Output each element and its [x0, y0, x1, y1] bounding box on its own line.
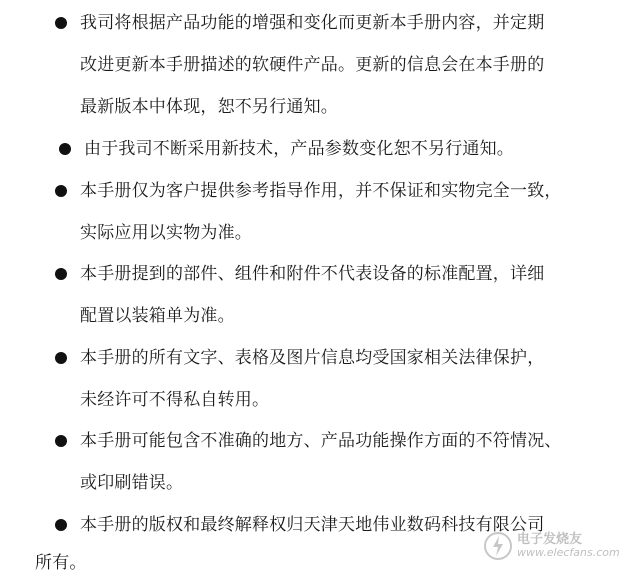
item-line: 实际应用以实物为准。 — [80, 223, 252, 243]
item-line: 本手册提到的部件、组件和附件不代表设备的标准配置，详细 — [80, 264, 545, 284]
item-line: 本手册可能包含不准确的地方、产品功能操作方面的不符情况、 — [80, 431, 562, 451]
watermark — [483, 529, 623, 563]
watermark-url: www.elecfans.com — [517, 546, 620, 559]
item-line: 最新版本中体现，恕不另行通知。 — [80, 97, 338, 117]
item-line: 配置以装箱单为准。 — [80, 306, 235, 326]
bullet-icon — [55, 185, 67, 197]
bullet-icon — [55, 17, 67, 29]
item-line: 改进更新本手册描述的软硬件产品。更新的信息会在本手册的 — [80, 55, 545, 75]
item-line: 所有。 — [35, 553, 87, 573]
item-line: 本手册的版权和最终解释权归天津天地伟业数码科技有限公司 — [80, 515, 545, 535]
item-line: 我司将根据产品功能的增强和变化而更新本手册内容，并定期 — [80, 13, 545, 33]
watermark-text — [517, 533, 620, 559]
item-line: 本手册的所有文字、表格及图片信息均受国家相关法律保护， — [80, 348, 545, 368]
watermark-cn: 电子发烧友 — [517, 532, 583, 547]
elecfans-logo-icon — [483, 531, 513, 561]
item-line: 或印刷错误。 — [80, 473, 184, 493]
item-line: 本手册仅为客户提供参考指导作用，并不保证和实物完全一致， — [80, 181, 562, 201]
bullet-icon — [55, 435, 67, 447]
bullet-icon — [55, 352, 67, 364]
item-line: 未经许可不得私自转用。 — [80, 390, 270, 410]
bullet-icon — [59, 143, 71, 155]
bullet-icon — [55, 519, 67, 531]
item-line: 由于我司不断采用新技术，产品参数变化恕不另行通知。 — [84, 139, 514, 159]
bullet-icon — [55, 268, 67, 280]
